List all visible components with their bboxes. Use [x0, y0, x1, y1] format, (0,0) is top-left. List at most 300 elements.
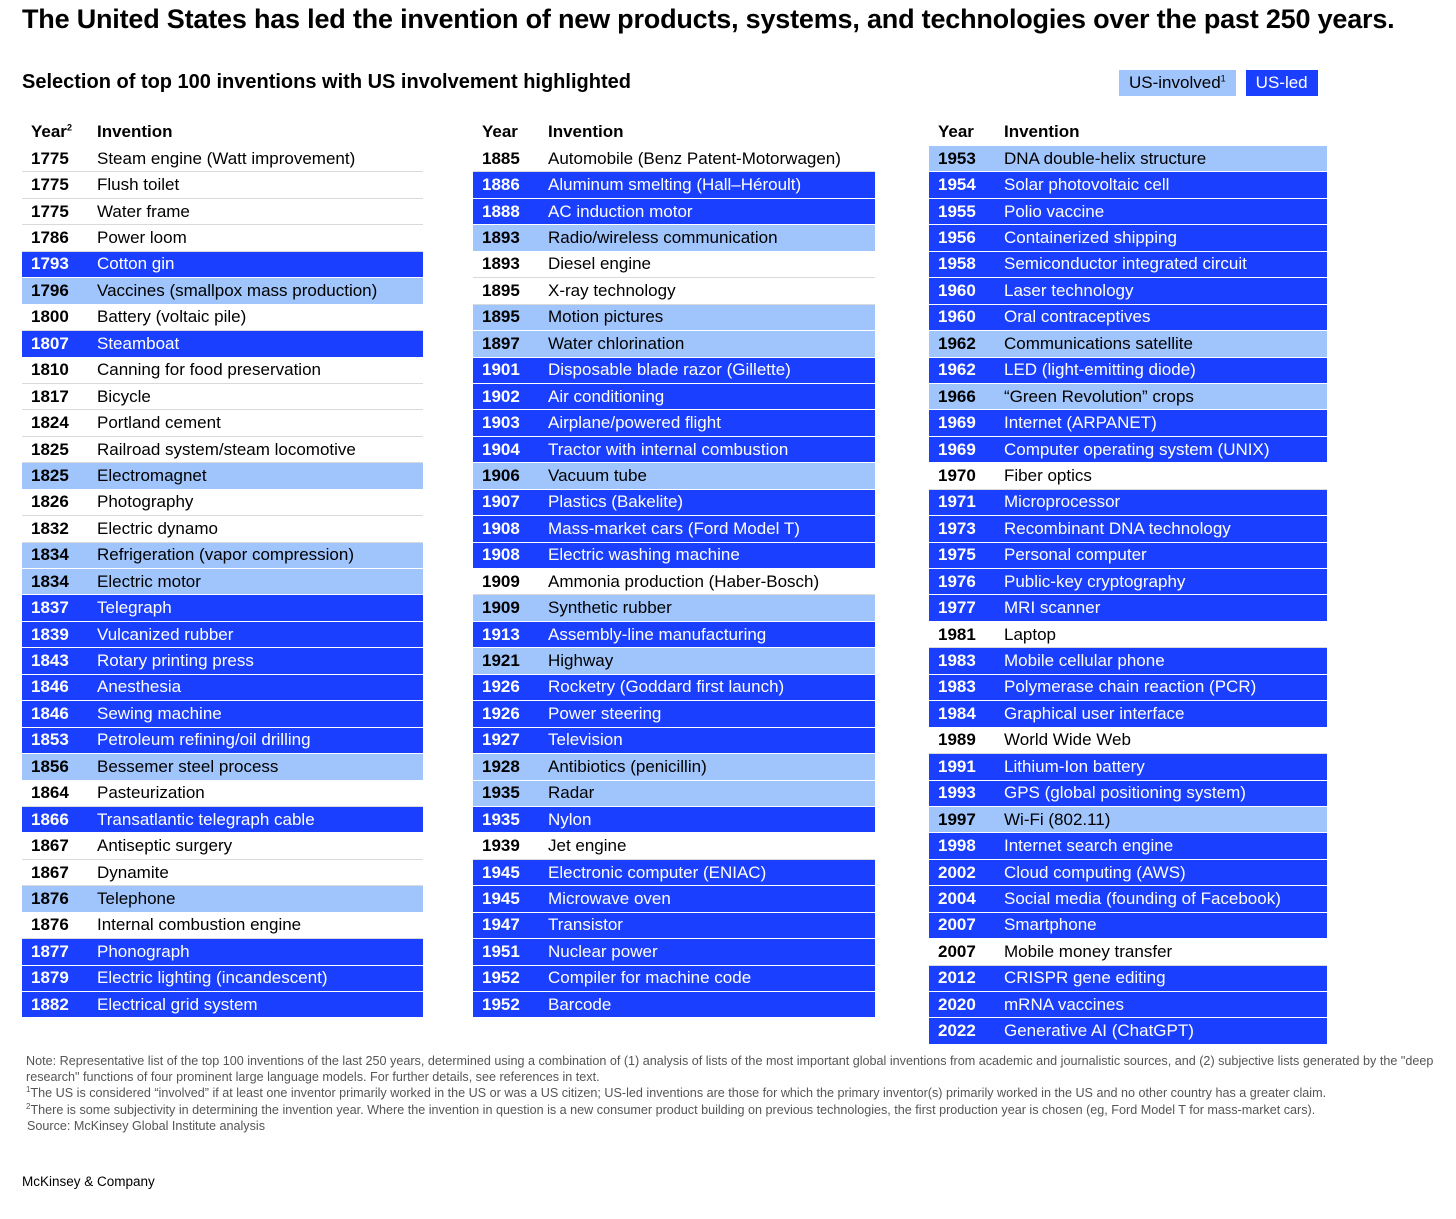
- invention-row: [929, 543, 1327, 569]
- chart-subtitle: Selection of top 100 inventions with US involvement highlighted: [22, 71, 631, 93]
- invention-year: 1856: [31, 756, 69, 776]
- invention-row: [929, 648, 1327, 674]
- invention-row: [22, 781, 423, 807]
- invention-row: [473, 278, 875, 304]
- invention-name: Air conditioning: [548, 386, 665, 406]
- invention-year: 1997: [938, 809, 976, 829]
- invention-name: Transatlantic telegraph cable: [97, 809, 315, 829]
- invention-row: [473, 754, 875, 780]
- invention-row: [22, 622, 423, 648]
- invention-year: 1834: [31, 545, 69, 565]
- invention-name: Phonograph: [97, 941, 190, 961]
- invention-year: 2004: [938, 888, 976, 908]
- invention-row: [22, 754, 423, 780]
- invention-year: 1909: [482, 571, 520, 591]
- column-header: [22, 118, 423, 146]
- invention-year: 1983: [938, 677, 976, 697]
- invention-row: [929, 728, 1327, 754]
- invention-row: [22, 437, 423, 463]
- invention-row: [929, 913, 1327, 939]
- invention-row: [929, 569, 1327, 595]
- invention-year: 1926: [482, 677, 520, 697]
- invention-row: [473, 939, 875, 965]
- invention-year: 1952: [482, 994, 520, 1014]
- invention-year: 1981: [938, 624, 976, 644]
- invention-year: 1960: [938, 280, 976, 300]
- invention-name: Microprocessor: [1004, 492, 1121, 512]
- invention-row: [473, 569, 875, 595]
- invention-row: [22, 701, 423, 727]
- year-header: Year: [482, 122, 518, 141]
- invention-year: 1864: [31, 783, 69, 803]
- invention-name: Power loom: [97, 228, 187, 248]
- invention-row: [22, 358, 423, 384]
- invention-row: [929, 833, 1327, 859]
- invention-row: [22, 384, 423, 410]
- invention-year: 1893: [482, 254, 520, 274]
- invention-year: 1976: [938, 571, 976, 591]
- invention-row: [22, 833, 423, 859]
- invention-row: [22, 595, 423, 621]
- invention-row: [473, 358, 875, 384]
- invention-year: 1984: [938, 703, 976, 723]
- invention-name: AC induction motor: [548, 201, 693, 221]
- legend-us-led: US-led: [1246, 70, 1318, 96]
- invention-row: [473, 992, 875, 1018]
- invention-year: 1926: [482, 703, 520, 723]
- invention-year: 1952: [482, 968, 520, 988]
- invention-header: Invention: [1004, 122, 1080, 141]
- legend: [1119, 70, 1318, 96]
- invention-name: DNA double-helix structure: [1004, 148, 1207, 168]
- invention-name: Polymerase chain reaction (PCR): [1004, 677, 1257, 697]
- invention-name: Microwave oven: [548, 888, 671, 908]
- invention-year: 1902: [482, 386, 520, 406]
- invention-row: [473, 490, 875, 516]
- invention-name: X-ray technology: [548, 280, 676, 300]
- invention-name: Portland cement: [97, 413, 221, 433]
- invention-year: 1921: [482, 651, 520, 671]
- invention-year: 1775: [31, 201, 69, 221]
- legend-us-involved-label: US-involved: [1129, 73, 1221, 92]
- invention-year: 1904: [482, 439, 520, 459]
- invention-year: 1935: [482, 809, 520, 829]
- invention-year: 1939: [482, 836, 520, 856]
- invention-row: [22, 252, 423, 278]
- invention-name: Electric lighting (incandescent): [97, 968, 328, 988]
- invention-row: [473, 675, 875, 701]
- invention-row: [473, 595, 875, 621]
- invention-year: 1953: [938, 148, 976, 168]
- inventions-list: [473, 146, 875, 1018]
- invention-row: [22, 807, 423, 833]
- invention-name: Computer operating system (UNIX): [1004, 439, 1270, 459]
- invention-year: 1951: [482, 941, 520, 961]
- invention-year: 1966: [938, 386, 976, 406]
- invention-name: Sewing machine: [97, 703, 222, 723]
- invention-name: Vaccines (smallpox mass production): [97, 280, 378, 300]
- invention-year: 1893: [482, 228, 520, 248]
- invention-row: [929, 516, 1327, 542]
- invention-year: 1955: [938, 201, 976, 221]
- invention-year: 1962: [938, 333, 976, 353]
- column-header: [929, 118, 1327, 146]
- invention-row: [929, 225, 1327, 251]
- year-header-label: Year: [31, 122, 67, 141]
- invention-name: Canning for food preservation: [97, 360, 321, 380]
- invention-name: Vacuum tube: [548, 465, 647, 485]
- invention-year: 1975: [938, 545, 976, 565]
- invention-year: 1935: [482, 783, 520, 803]
- invention-row: [929, 1018, 1327, 1044]
- invention-year: 1960: [938, 307, 976, 327]
- invention-row: [929, 966, 1327, 992]
- invention-name: Water frame: [97, 201, 190, 221]
- invention-row: [929, 437, 1327, 463]
- invention-row: [929, 860, 1327, 886]
- invention-year: 1945: [482, 862, 520, 882]
- footnote-2-mark: 2: [26, 1101, 31, 1111]
- invention-row: [473, 516, 875, 542]
- invention-year: 1895: [482, 280, 520, 300]
- invention-row: [473, 728, 875, 754]
- invention-year: 1867: [31, 836, 69, 856]
- invention-name: Electric motor: [97, 571, 201, 591]
- invention-year: 1775: [31, 175, 69, 195]
- invention-row: [473, 252, 875, 278]
- invention-row: [473, 860, 875, 886]
- page-title: The United States has led the invention of new products, systems, and technologies over the past 250 years.: [22, 4, 1395, 34]
- invention-name: Oral contraceptives: [1004, 307, 1151, 327]
- invention-name: Smartphone: [1004, 915, 1097, 935]
- invention-name: Radar: [548, 783, 595, 803]
- invention-name: Radio/wireless communication: [548, 228, 778, 248]
- invention-name: Laser technology: [1004, 280, 1134, 300]
- invention-name: Bicycle: [97, 386, 151, 406]
- invention-year: 1807: [31, 333, 69, 353]
- invention-year: 2002: [938, 862, 976, 882]
- invention-row: [22, 410, 423, 436]
- invention-year: 1876: [31, 888, 69, 908]
- invention-name: Wi-Fi (802.11): [1004, 809, 1111, 829]
- invention-name: Recombinant DNA technology: [1004, 518, 1231, 538]
- invention-year: 1817: [31, 386, 69, 406]
- invention-row: [929, 172, 1327, 198]
- invention-row: [473, 833, 875, 859]
- invention-row: [22, 146, 423, 172]
- invention-row: [929, 886, 1327, 912]
- invention-name: “Green Revolution” crops: [1004, 386, 1194, 406]
- invention-name: Transistor: [548, 915, 623, 935]
- invention-row: [473, 886, 875, 912]
- invention-year: 1908: [482, 518, 520, 538]
- invention-row: [22, 966, 423, 992]
- invention-name: Ammonia production (Haber-Bosch): [548, 571, 820, 591]
- invention-name: Jet engine: [548, 836, 627, 856]
- invention-name: Compiler for machine code: [548, 968, 752, 988]
- invention-name: Barcode: [548, 994, 612, 1014]
- source-text: Source: McKinsey Global Institute analysis: [27, 1118, 265, 1133]
- invention-name: Aluminum smelting (Hall–Héroult): [548, 175, 802, 195]
- invention-year: 1901: [482, 360, 520, 380]
- invention-row: [22, 225, 423, 251]
- invention-name: Rocketry (Goddard first launch): [548, 677, 785, 697]
- invention-year: 2022: [938, 1021, 976, 1041]
- footnote-2: [26, 1102, 1451, 1118]
- invention-year: 1928: [482, 756, 520, 776]
- invention-year: 1882: [31, 994, 69, 1014]
- invention-name: Steam engine (Watt improvement): [97, 148, 356, 168]
- footnotes: [26, 1053, 1451, 1134]
- invention-year: 1962: [938, 360, 976, 380]
- invention-name: Bessemer steel process: [97, 756, 279, 776]
- invention-year: 1888: [482, 201, 520, 221]
- invention-row: [929, 939, 1327, 965]
- invention-year: 1913: [482, 624, 520, 644]
- invention-year: 2020: [938, 994, 976, 1014]
- invention-name: Dynamite: [97, 862, 169, 882]
- invention-year: 1906: [482, 465, 520, 485]
- invention-year: 1903: [482, 413, 520, 433]
- invention-name: Diesel engine: [548, 254, 652, 274]
- footnote-1: [26, 1085, 1451, 1101]
- invention-year: 1786: [31, 228, 69, 248]
- invention-year: 1810: [31, 360, 69, 380]
- invention-name: Rotary printing press: [97, 651, 254, 671]
- invention-row: [929, 754, 1327, 780]
- invention-year: 1796: [31, 280, 69, 300]
- invention-row: [929, 305, 1327, 331]
- invention-row: [929, 490, 1327, 516]
- invention-name: Pasteurization: [97, 783, 205, 803]
- invention-name: Mobile cellular phone: [1004, 651, 1165, 671]
- invention-name: Internet (ARPANET): [1004, 413, 1157, 433]
- invention-name: Graphical user interface: [1004, 703, 1185, 723]
- invention-name: Petroleum refining/oil drilling: [97, 730, 311, 750]
- invention-row: [473, 913, 875, 939]
- invention-row: [22, 648, 423, 674]
- invention-row: [929, 252, 1327, 278]
- invention-name: Nuclear power: [548, 941, 658, 961]
- invention-name: Lithium-Ion battery: [1004, 756, 1145, 776]
- invention-name: Solar photovoltaic cell: [1004, 175, 1170, 195]
- invention-name: Photography: [97, 492, 194, 512]
- legend-footnote-mark: 1: [1220, 73, 1226, 84]
- invention-row: [929, 622, 1327, 648]
- inventions-column-2: [473, 118, 875, 1018]
- invention-year: 1993: [938, 783, 976, 803]
- invention-year: 1846: [31, 677, 69, 697]
- invention-row: [22, 305, 423, 331]
- invention-year: 1775: [31, 148, 69, 168]
- invention-year: 1885: [482, 148, 520, 168]
- invention-row: [22, 516, 423, 542]
- invention-name: Nylon: [548, 809, 592, 829]
- invention-header: Invention: [548, 122, 624, 141]
- invention-row: [929, 463, 1327, 489]
- invention-row: [22, 543, 423, 569]
- invention-year: 1886: [482, 175, 520, 195]
- brand-logo-text: McKinsey & Company: [22, 1174, 155, 1189]
- invention-row: [22, 331, 423, 357]
- invention-year: 1834: [31, 571, 69, 591]
- invention-year: 1867: [31, 862, 69, 882]
- invention-name: Public-key cryptography: [1004, 571, 1186, 591]
- invention-name: Electrical grid system: [97, 994, 258, 1014]
- invention-year: 2012: [938, 968, 976, 988]
- invention-name: Electronic computer (ENIAC): [548, 862, 767, 882]
- invention-name: Airplane/powered flight: [548, 413, 721, 433]
- invention-row: [473, 331, 875, 357]
- inventions-list: [22, 146, 423, 1018]
- invention-name: Battery (voltaic pile): [97, 307, 247, 327]
- invention-year: 1879: [31, 968, 69, 988]
- invention-row: [473, 781, 875, 807]
- invention-year: 1843: [31, 651, 69, 671]
- invention-year: 1998: [938, 836, 976, 856]
- invention-row: [22, 278, 423, 304]
- invention-year: 1958: [938, 254, 976, 274]
- invention-year: 1832: [31, 518, 69, 538]
- invention-row: [929, 384, 1327, 410]
- invention-name: GPS (global positioning system): [1004, 783, 1246, 803]
- invention-name: Tractor with internal combustion: [548, 439, 789, 459]
- invention-name: Railroad system/steam locomotive: [97, 439, 356, 459]
- invention-row: [22, 939, 423, 965]
- invention-name: Flush toilet: [97, 175, 180, 195]
- invention-row: [22, 728, 423, 754]
- invention-year: 2007: [938, 915, 976, 935]
- invention-row: [473, 225, 875, 251]
- invention-name: Refrigeration (vapor compression): [97, 545, 354, 565]
- invention-name: Motion pictures: [548, 307, 664, 327]
- invention-name: Water chlorination: [548, 333, 685, 353]
- invention-row: [473, 622, 875, 648]
- invention-year: 1907: [482, 492, 520, 512]
- invention-year: 1793: [31, 254, 69, 274]
- invention-year: 1970: [938, 465, 976, 485]
- invention-name: Social media (founding of Facebook): [1004, 888, 1281, 908]
- invention-row: [473, 305, 875, 331]
- invention-year: 1895: [482, 307, 520, 327]
- invention-year: 1977: [938, 598, 976, 618]
- inventions-list: [929, 146, 1327, 1045]
- invention-name: Internet search engine: [1004, 836, 1174, 856]
- invention-year: 1969: [938, 413, 976, 433]
- invention-name: Cloud computing (AWS): [1004, 862, 1186, 882]
- invention-name: Power steering: [548, 703, 662, 723]
- invention-row: [473, 437, 875, 463]
- invention-year: 1983: [938, 651, 976, 671]
- invention-row: [22, 490, 423, 516]
- invention-name: Generative AI (ChatGPT): [1004, 1021, 1194, 1041]
- invention-year: 1824: [31, 413, 69, 433]
- invention-year: 1991: [938, 756, 976, 776]
- invention-name: Anesthesia: [97, 677, 182, 697]
- invention-name: CRISPR gene editing: [1004, 968, 1166, 988]
- invention-row: [929, 781, 1327, 807]
- invention-row: [473, 199, 875, 225]
- invention-row: [473, 807, 875, 833]
- invention-name: Antibiotics (penicillin): [548, 756, 707, 776]
- footnote-2-text: There is some subjectivity in determining the invention year. Where the invention in question is a new consumer product building on previous technologies, the first production year is chosen (eg, Ford Model T for mass-market cars).: [30, 1102, 1316, 1117]
- inventions-column-1: [22, 118, 423, 1018]
- invention-row: [473, 410, 875, 436]
- invention-name: Cotton gin: [97, 254, 175, 274]
- invention-name: Laptop: [1004, 624, 1056, 644]
- invention-name: World Wide Web: [1004, 730, 1131, 750]
- invention-name: Synthetic rubber: [548, 598, 672, 618]
- invention-year: 1927: [482, 730, 520, 750]
- invention-name: Plastics (Bakelite): [548, 492, 684, 512]
- invention-row: [929, 278, 1327, 304]
- invention-year: 1956: [938, 228, 976, 248]
- invention-row: [473, 384, 875, 410]
- invention-year: 1973: [938, 518, 976, 538]
- invention-name: Assembly-line manufacturing: [548, 624, 767, 644]
- invention-header: Invention: [97, 122, 173, 141]
- invention-name: Telegraph: [97, 598, 172, 618]
- footnote-1-text: The US is considered “involved” if at least one inventor primarily worked in the US or was a US citizen; US-led inventions are those for which the primary inventor(s) primarily worked in the US and no other country has a greater claim.: [30, 1086, 1327, 1101]
- invention-name: Containerized shipping: [1004, 228, 1177, 248]
- invention-year: 1954: [938, 175, 976, 195]
- invention-year: 1846: [31, 703, 69, 723]
- invention-row: [929, 146, 1327, 172]
- invention-name: Mass-market cars (Ford Model T): [548, 518, 800, 538]
- invention-row: [929, 595, 1327, 621]
- year-header: [22, 122, 97, 142]
- invention-name: Telephone: [97, 888, 176, 908]
- invention-row: [929, 199, 1327, 225]
- invention-name: Electric dynamo: [97, 518, 218, 538]
- invention-name: Fiber optics: [1004, 465, 1092, 485]
- invention-name: mRNA vaccines: [1004, 994, 1124, 1014]
- invention-row: [22, 913, 423, 939]
- invention-row: [22, 675, 423, 701]
- invention-year: 1897: [482, 333, 520, 353]
- invention-row: [473, 463, 875, 489]
- invention-row: [929, 331, 1327, 357]
- invention-year: 2007: [938, 941, 976, 961]
- invention-row: [473, 701, 875, 727]
- invention-name: Personal computer: [1004, 545, 1147, 565]
- invention-year: 1971: [938, 492, 976, 512]
- invention-year: 1800: [31, 307, 69, 327]
- invention-row: [22, 199, 423, 225]
- invention-row: [22, 860, 423, 886]
- invention-row: [22, 463, 423, 489]
- invention-name: LED (light-emitting diode): [1004, 360, 1196, 380]
- invention-name: Steamboat: [97, 333, 180, 353]
- invention-year: 1826: [31, 492, 69, 512]
- invention-row: [929, 675, 1327, 701]
- invention-row: [929, 807, 1327, 833]
- invention-name: Automobile (Benz Patent-Motorwagen): [548, 148, 841, 168]
- invention-year: 1825: [31, 439, 69, 459]
- invention-row: [473, 966, 875, 992]
- invention-year: 1969: [938, 439, 976, 459]
- invention-year: 1908: [482, 545, 520, 565]
- invention-name: MRI scanner: [1004, 598, 1101, 618]
- invention-row: [929, 358, 1327, 384]
- invention-row: [22, 172, 423, 198]
- invention-name: Mobile money transfer: [1004, 941, 1173, 961]
- invention-name: Disposable blade razor (Gillette): [548, 360, 791, 380]
- column-header: [473, 118, 875, 146]
- invention-row: [929, 410, 1327, 436]
- invention-name: Semiconductor integrated circuit: [1004, 254, 1247, 274]
- invention-name: Antiseptic surgery: [97, 836, 233, 856]
